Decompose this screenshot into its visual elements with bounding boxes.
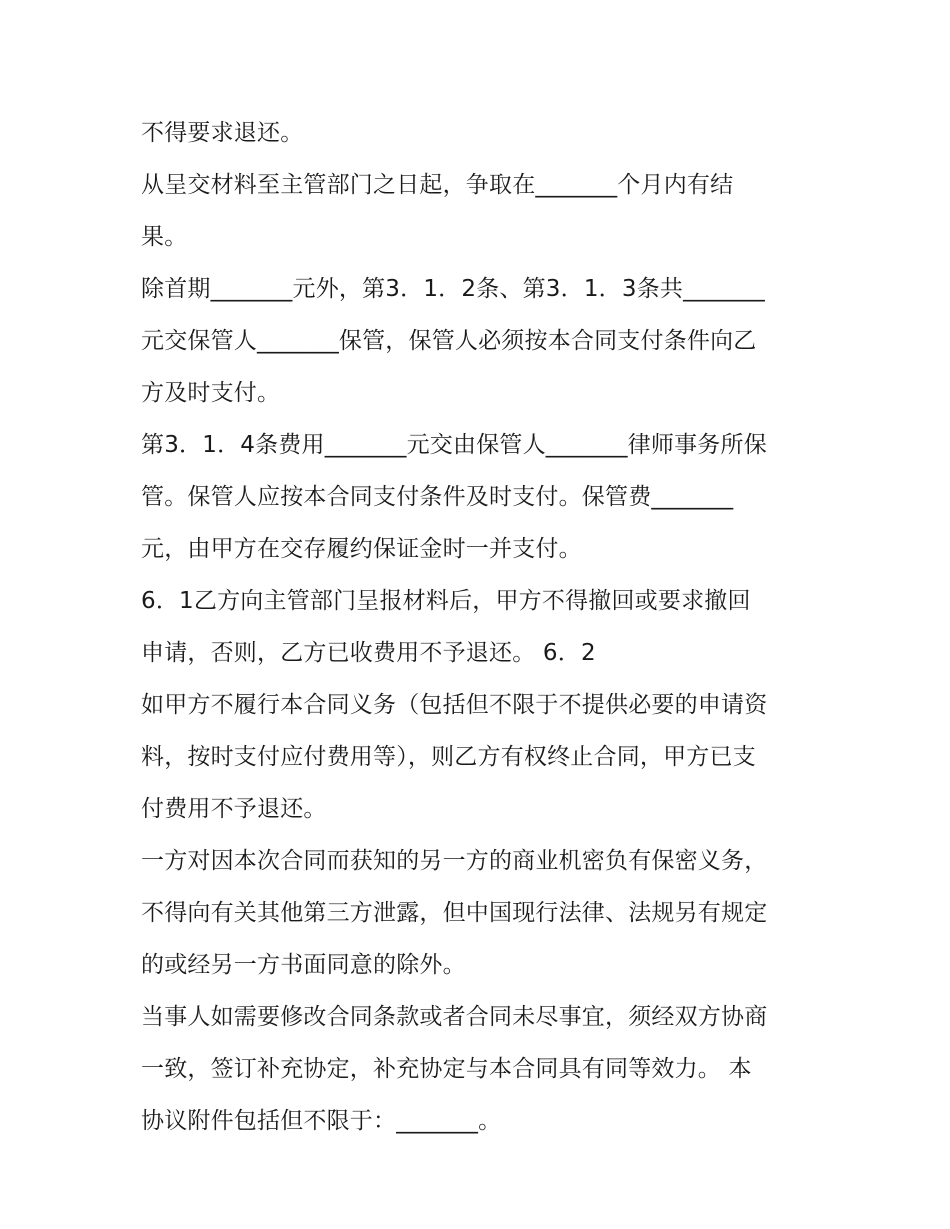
text-line: 元，由甲方在交存履约保证金时一并支付。 [141,536,582,562]
text-line: 申请，否则，乙方已收费用不予退还。 6．2 [141,640,596,666]
document-body [141,107,821,1147]
text-line: 当事人如需要修改合同条款或者合同未尽事宜，须经双方协商 [141,1004,768,1030]
text-line: 协议附件包括但不限于：_______。 [141,1108,502,1134]
text-line: 如甲方不履行本合同义务（包括但不限于不提供必要的申请资 [141,692,768,718]
text-line: 一致，签订补充协定，补充协定与本合同具有同等效力。 本 [141,1056,752,1082]
text-line: 付费用不予退还。 [141,796,327,822]
text-line: 不得向有关其他第三方泄露，但中国现行法律、法规另有规定 [141,900,768,926]
text-line: 一方对因本次合同而获知的另一方的商业机密负有保密义务， [141,848,768,874]
text-line: 从呈交材料至主管部门之日起，争取在_______个月内有结 [141,172,734,198]
text-line: 果。 [141,224,188,250]
text-line: 除首期_______元外，第3．1．2条、第3．1．3条共_______ [141,276,765,302]
text-line: 6．1乙方向主管部门呈报材料后，甲方不得撤回或要求撤回 [141,588,751,614]
text-line: 元交保管人_______保管，保管人必须按本合同支付条件向乙 [141,328,757,354]
text-line: 料，按时支付应付费用等），则乙方有权终止合同，甲方已支 [141,744,756,770]
text-line: 第3．1．4条费用_______元交由保管人_______律师事务所保 [141,432,767,458]
text-line: 管。保管人应按本合同支付条件及时支付。保管费_______ [141,484,734,510]
text-line: 不得要求退还。 [141,120,304,146]
text-line: 的或经另一方书面同意的除外。 [141,952,466,978]
text-line: 方及时支付。 [141,380,281,406]
